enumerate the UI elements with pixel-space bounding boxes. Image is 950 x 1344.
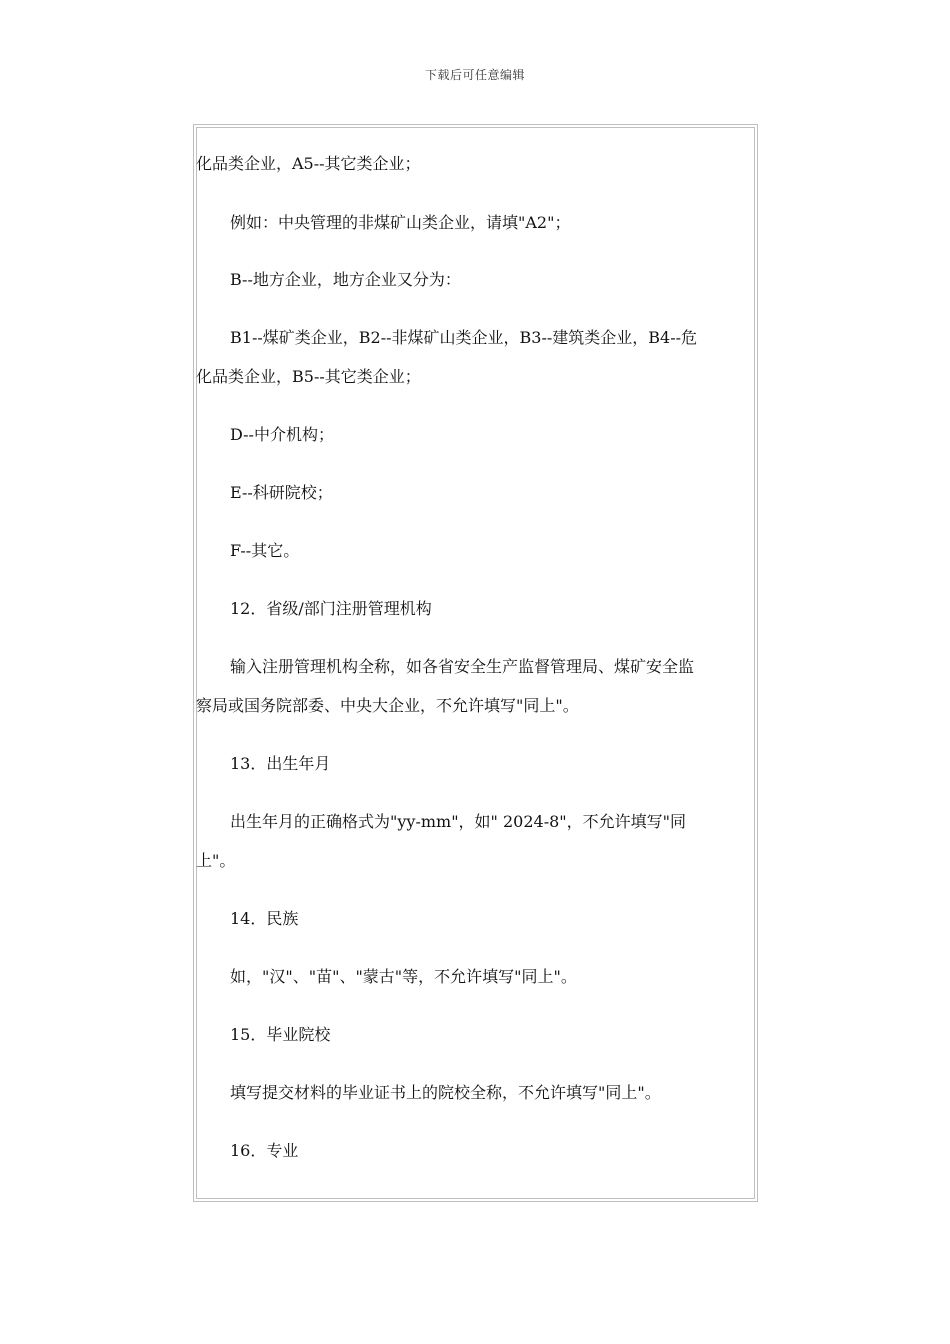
section-heading: 13．出生年月 [230,754,331,773]
text-line: 如，"汉"、"苗"、"蒙古"等，不允许填写"同上"。 [230,967,577,986]
section-heading: 12．省级/部门注册管理机构 [230,599,432,618]
text-line: 上"。 [196,851,236,870]
page-header: 下载后可任意编辑 [424,68,525,82]
document-body [196,124,744,1200]
text-line: 化品类企业，B5--其它类企业； [196,367,421,386]
text-line: B--地方企业，地方企业又分为： [230,270,461,289]
section-heading: 16．专业 [230,1141,299,1160]
text-line: 例如：中央管理的非煤矿山类企业，请填"A2"； [230,213,571,232]
text-line: 输入注册管理机构全称，如各省安全生产监督管理局、煤矿安全监 [230,657,695,676]
text-line: 填写提交材料的毕业证书上的院校全称，不允许填写"同上"。 [230,1083,661,1102]
section-heading: 15．毕业院校 [230,1025,331,1044]
text-line: E--科研院校； [230,483,333,502]
text-line: F--其它。 [230,541,300,560]
text-line: B1--煤矿类企业，B2--非煤矿山类企业，B3--建筑类企业，B4--危 [230,328,698,347]
text-line: 察局或国务院部委、中央大企业，不允许填写"同上"。 [196,696,579,715]
text-line: D--中介机构； [230,425,334,444]
text-line: 化品类企业，A5--其它类企业； [196,154,421,173]
section-heading: 14．民族 [230,909,299,928]
text-line: 出生年月的正确格式为"yy-mm"，如" 2024-8"，不允许填写"同 [230,812,687,831]
